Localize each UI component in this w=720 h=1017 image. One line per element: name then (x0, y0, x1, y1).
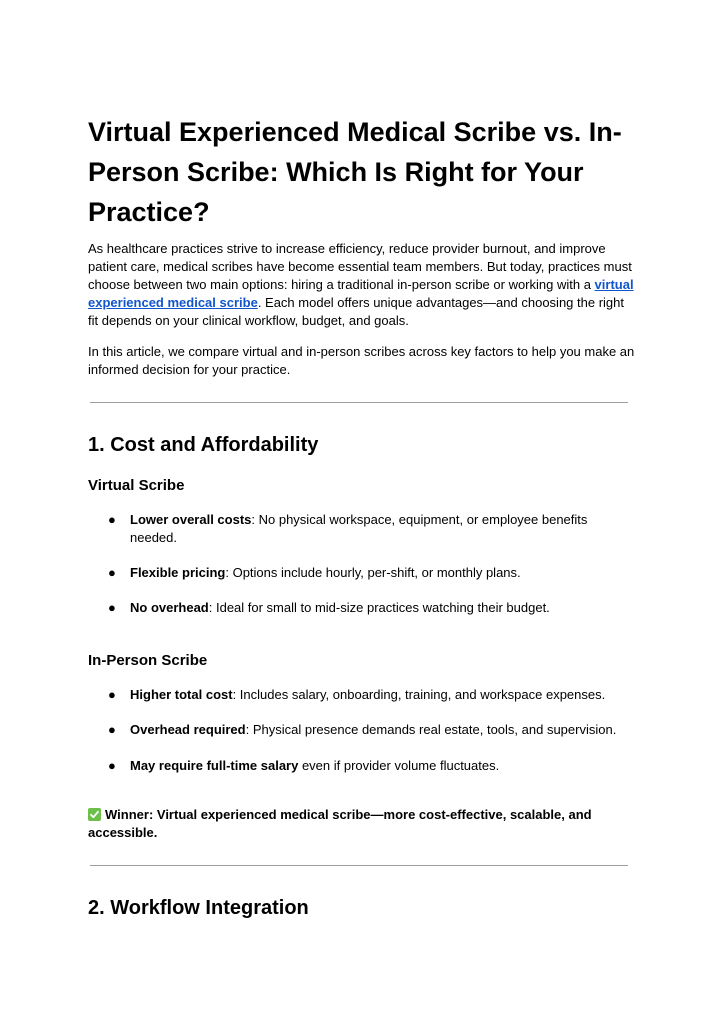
list-item-text: : No physical workspace, equipment, or employee benefits needed. (130, 512, 588, 545)
list-item (108, 686, 636, 704)
list-item-bold: No overhead (130, 600, 209, 615)
section-heading-cost: 1. Cost and Affordability (88, 434, 319, 456)
intro-text-before-link: As healthcare practices strive to increase efficiency, reduce provider burnout, and improve patient care, medical scribes have become essential team members. But today, practices must choose between two main options: hiring a traditional in-person scribe or working with a (88, 241, 632, 292)
list-item (108, 757, 636, 775)
list-item-text: : Includes salary, onboarding, training, and workspace expenses. (232, 687, 606, 702)
list-item (108, 721, 636, 739)
list-item-bold: Higher total cost (130, 687, 233, 702)
bullet-icon: ● (108, 758, 116, 773)
bullet-icon: ● (108, 687, 116, 702)
bullet-icon: ● (108, 722, 116, 737)
subheading-virtual-scribe: Virtual Scribe (88, 477, 185, 494)
page-title: Virtual Experienced Medical Scribe vs. In-Person Scribe: Which Is Right for Your Practice? (88, 117, 622, 227)
list-item-text: : Ideal for small to mid-size practices watching their budget. (208, 600, 550, 615)
virtual-scribe-link[interactable]: virtual experienced medical scribe (88, 277, 634, 310)
bullet-icon: ● (108, 565, 116, 580)
list-item (108, 564, 636, 582)
list-item-bold: Lower overall costs (130, 512, 252, 527)
divider (90, 865, 628, 866)
intro-paragraph (88, 240, 636, 330)
section-heading-workflow: 2. Workflow Integration (88, 897, 309, 919)
list-item-bold: Flexible pricing (130, 565, 226, 580)
intro-paragraph-2: In this article, we compare virtual and in-person scribes across key factors to help you make an informed decision for your practice. (88, 344, 635, 377)
bullet-icon: ● (108, 512, 116, 527)
list-item-text: : Physical presence demands real estate, tools, and supervision. (245, 722, 617, 737)
subheading-in-person-scribe: In-Person Scribe (88, 652, 208, 669)
intro-text-after-link: . Each model offers unique advantages—and choosing the right fit depends on your clinical workflow, budget, and goals. (88, 295, 624, 328)
list-item (108, 599, 636, 617)
winner-text: Winner: Virtual experienced medical scribe—more cost-effective, scalable, and accessible. (88, 807, 592, 840)
list-item-text: : Options include hourly, per-shift, or monthly plans. (225, 565, 521, 580)
check-mark-button-icon (88, 808, 101, 821)
divider (90, 402, 628, 403)
bullet-icon: ● (108, 600, 116, 615)
list-item (108, 511, 636, 547)
list-item-text: even if provider volume fluctuates. (298, 758, 500, 773)
list-item-bold: May require full-time salary (130, 758, 299, 773)
winner-statement (88, 806, 636, 842)
list-item-bold: Overhead required (130, 722, 246, 737)
